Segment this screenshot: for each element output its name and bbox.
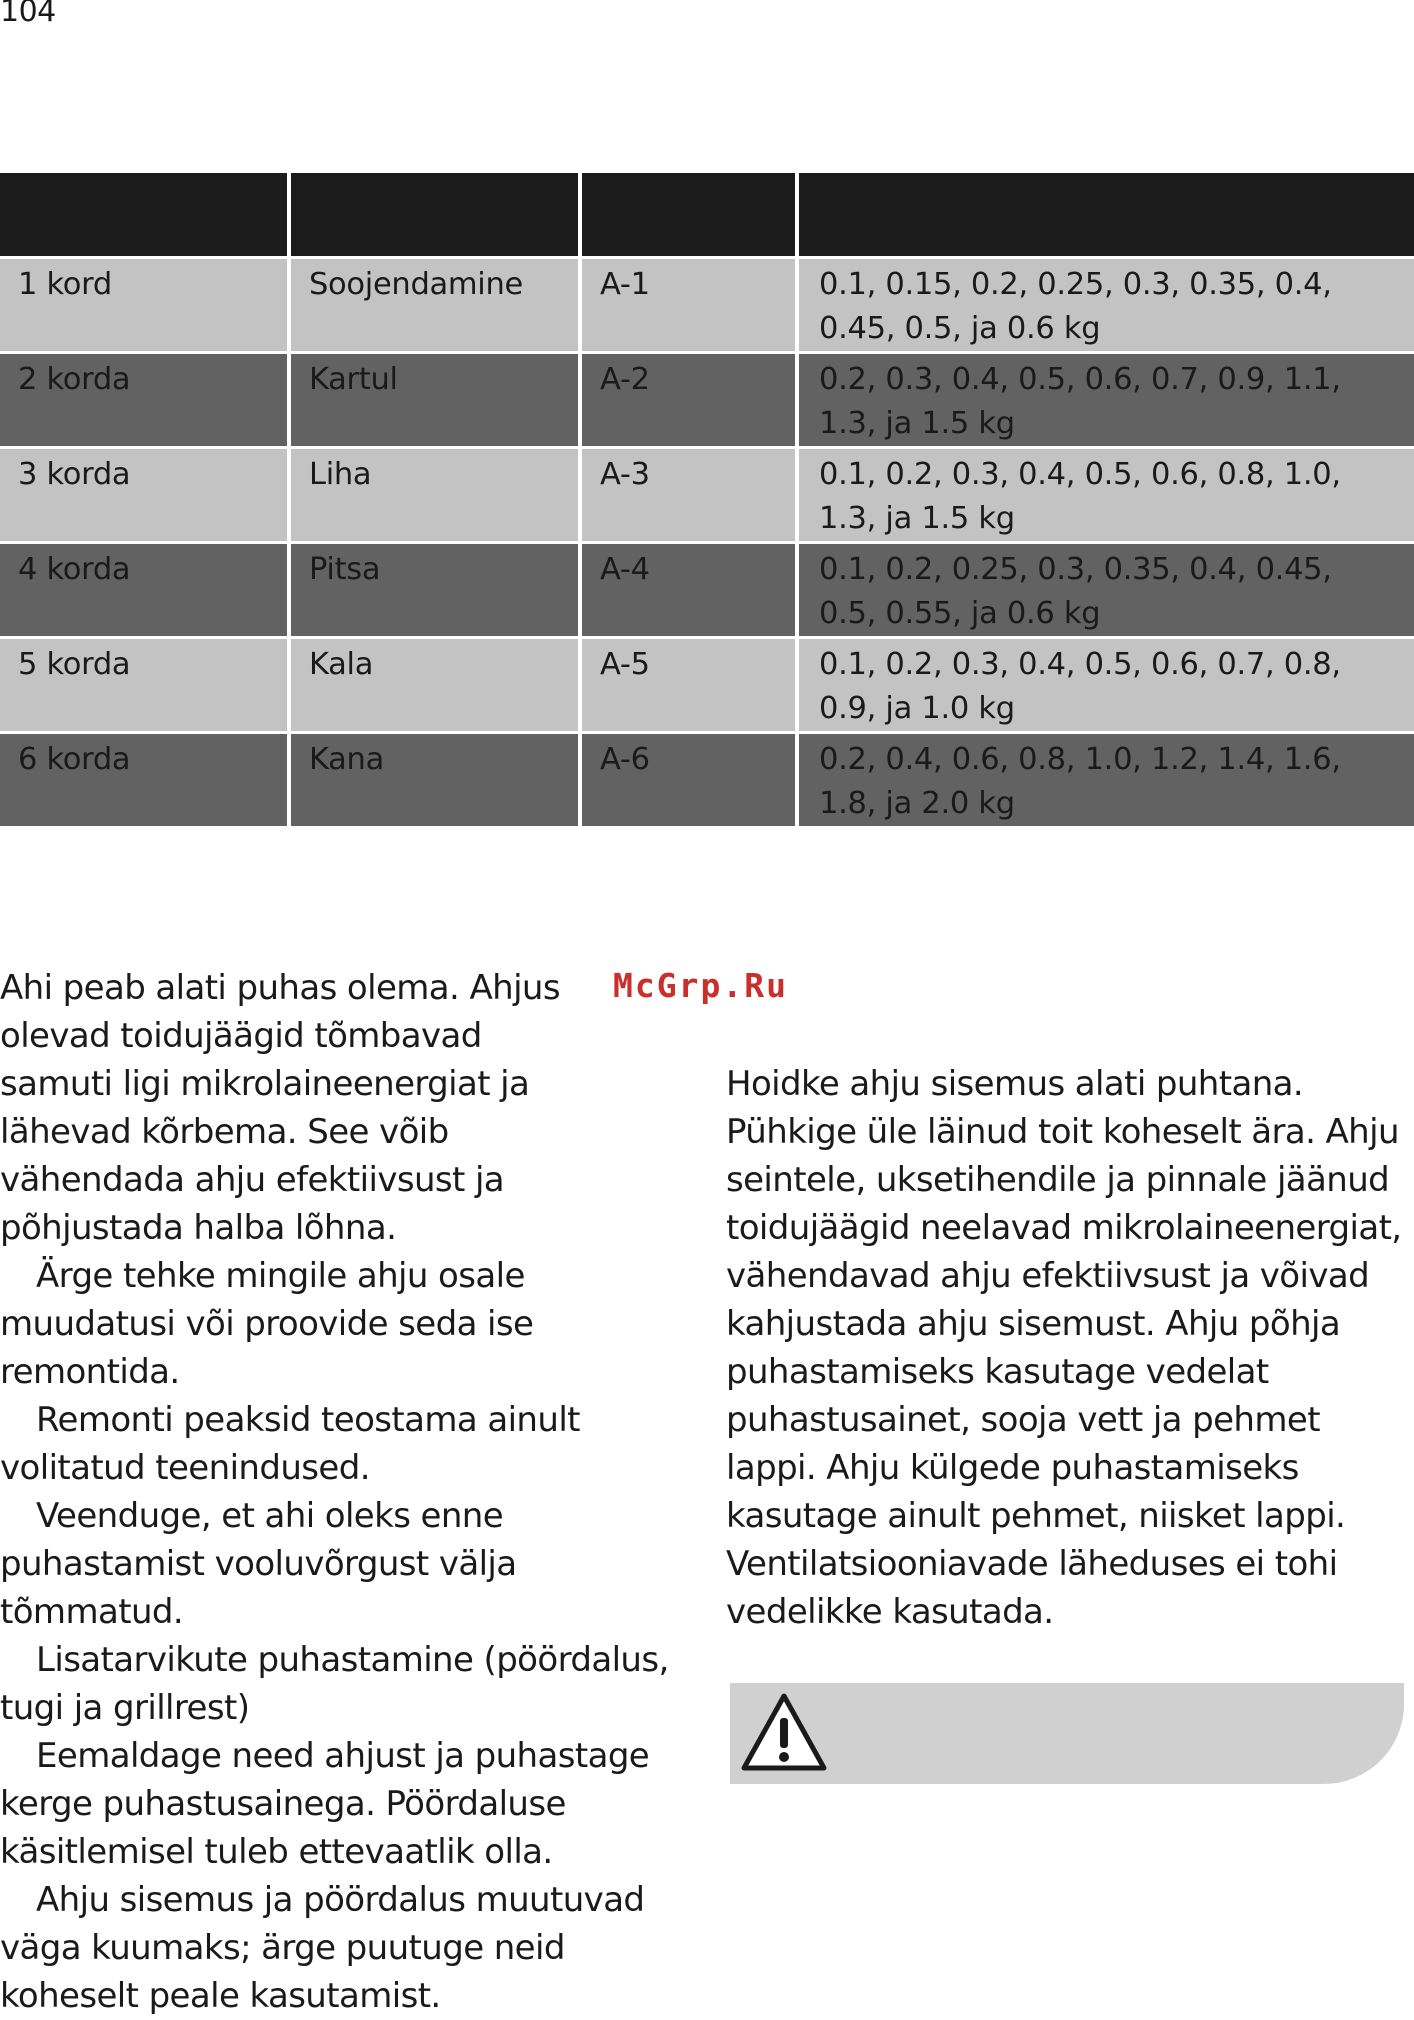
paragraph: Remonti peaksid teostama ainult volitatud teenindused. bbox=[0, 1400, 580, 1488]
paragraph: Hoidke ahju sisemus alati puhtana. Pühkige üle läinud toit koheselt ära. Ahju seintele, uksetihendile ja pinnale jäänud toidujäägid neelavad mikrolaineenergiat, vähendavad ahju efektiivsust ja võivad kahjustada ahju sisemust. Ahju põhja puhastamiseks kasutage vedelat puhastusainet, sooja vett ja pehmet lappi. Ahju külgede puhastamiseks kasutage ainult pehmet, niisket lappi. Ventilatsiooniavade läheduses ei tohi vedelikke kasutada. bbox=[726, 1064, 1402, 1632]
code-cell: A-4 bbox=[582, 544, 795, 636]
table-row bbox=[0, 259, 1414, 351]
food-cell: Liha bbox=[291, 449, 578, 541]
table-row bbox=[0, 354, 1414, 446]
presses-cell: 4 korda bbox=[0, 544, 287, 636]
code-cell: A-5 bbox=[582, 639, 795, 731]
header-cell bbox=[799, 173, 1414, 256]
code-cell: A-1 bbox=[582, 259, 795, 351]
table-row bbox=[0, 639, 1414, 731]
header-cell bbox=[582, 173, 795, 256]
food-cell: Pitsa bbox=[291, 544, 578, 636]
cleaning-text-right bbox=[726, 1060, 1414, 1636]
weights-cell: 0.1, 0.15, 0.2, 0.25, 0.3, 0.35, 0.4, 0.45, 0.5, ja 0.6 kg bbox=[799, 259, 1414, 351]
paragraph: Ärge tehke mingile ahju osale muudatusi või proovide seda ise remontida. bbox=[0, 1256, 534, 1392]
code-cell: A-6 bbox=[582, 734, 795, 826]
presses-cell: 1 kord bbox=[0, 259, 287, 351]
food-cell: Kartul bbox=[291, 354, 578, 446]
table-row bbox=[0, 449, 1414, 541]
food-cell: Kana bbox=[291, 734, 578, 826]
weights-cell: 0.2, 0.3, 0.4, 0.5, 0.6, 0.7, 0.9, 1.1, 1.3, ja 1.5 kg bbox=[799, 354, 1414, 446]
code-cell: A-2 bbox=[582, 354, 795, 446]
table-header-row bbox=[0, 173, 1414, 256]
paragraph: Lisatarvikute puhastamine (pöördalus, tugi ja grillrest) bbox=[0, 1640, 669, 1728]
food-cell: Soojendamine bbox=[291, 259, 578, 351]
page-number: 104 bbox=[0, 0, 56, 29]
header-cell bbox=[0, 173, 287, 256]
weights-cell: 0.2, 0.4, 0.6, 0.8, 1.0, 1.2, 1.4, 1.6, 1.8, ja 2.0 kg bbox=[799, 734, 1414, 826]
paragraph: Ahi peab alati puhas olema. Ahjus olevad toidujäägid tõmbavad samuti ligi mikrolaineenergiat ja lähevad kõrbema. See võib vähendada ahju efektiivsust ja põhjustada halba lõhna. bbox=[0, 968, 560, 1248]
code-cell: A-3 bbox=[582, 449, 795, 541]
paragraph: Eemaldage need ahjust ja puhastage kerge puhastusainega. Pöördaluse käsitlemisel tuleb ettevaatlik olla. bbox=[0, 1736, 650, 1872]
weights-cell: 0.1, 0.2, 0.3, 0.4, 0.5, 0.6, 0.7, 0.8, 0.9, ja 1.0 kg bbox=[799, 639, 1414, 731]
presses-cell: 2 korda bbox=[0, 354, 287, 446]
table-row bbox=[0, 544, 1414, 636]
paragraph: Veenduge, et ahi oleks enne puhastamist vooluvõrgust välja tõmmatud. bbox=[0, 1496, 517, 1632]
header-cell bbox=[291, 173, 578, 256]
paragraph: Ahju sisemus ja pöördalus muutuvad väga kuumaks; ärge puutuge neid koheselt peale kasutamist. bbox=[0, 1880, 645, 2016]
table-row bbox=[0, 734, 1414, 826]
food-cell: Kala bbox=[291, 639, 578, 731]
weights-cell: 0.1, 0.2, 0.3, 0.4, 0.5, 0.6, 0.8, 1.0, 1.3, ja 1.5 kg bbox=[799, 449, 1414, 541]
warning-triangle-icon bbox=[740, 1691, 828, 1773]
presses-cell: 6 korda bbox=[0, 734, 287, 826]
presses-cell: 3 korda bbox=[0, 449, 287, 541]
weights-cell: 0.1, 0.2, 0.25, 0.3, 0.35, 0.4, 0.45, 0.5, 0.55, ja 0.6 kg bbox=[799, 544, 1414, 636]
auto-cook-table bbox=[0, 170, 1414, 829]
watermark: McGrp.Ru bbox=[613, 966, 788, 1005]
warning-box bbox=[730, 1683, 1404, 1784]
presses-cell: 5 korda bbox=[0, 639, 287, 731]
cleaning-text-left bbox=[0, 964, 700, 2020]
